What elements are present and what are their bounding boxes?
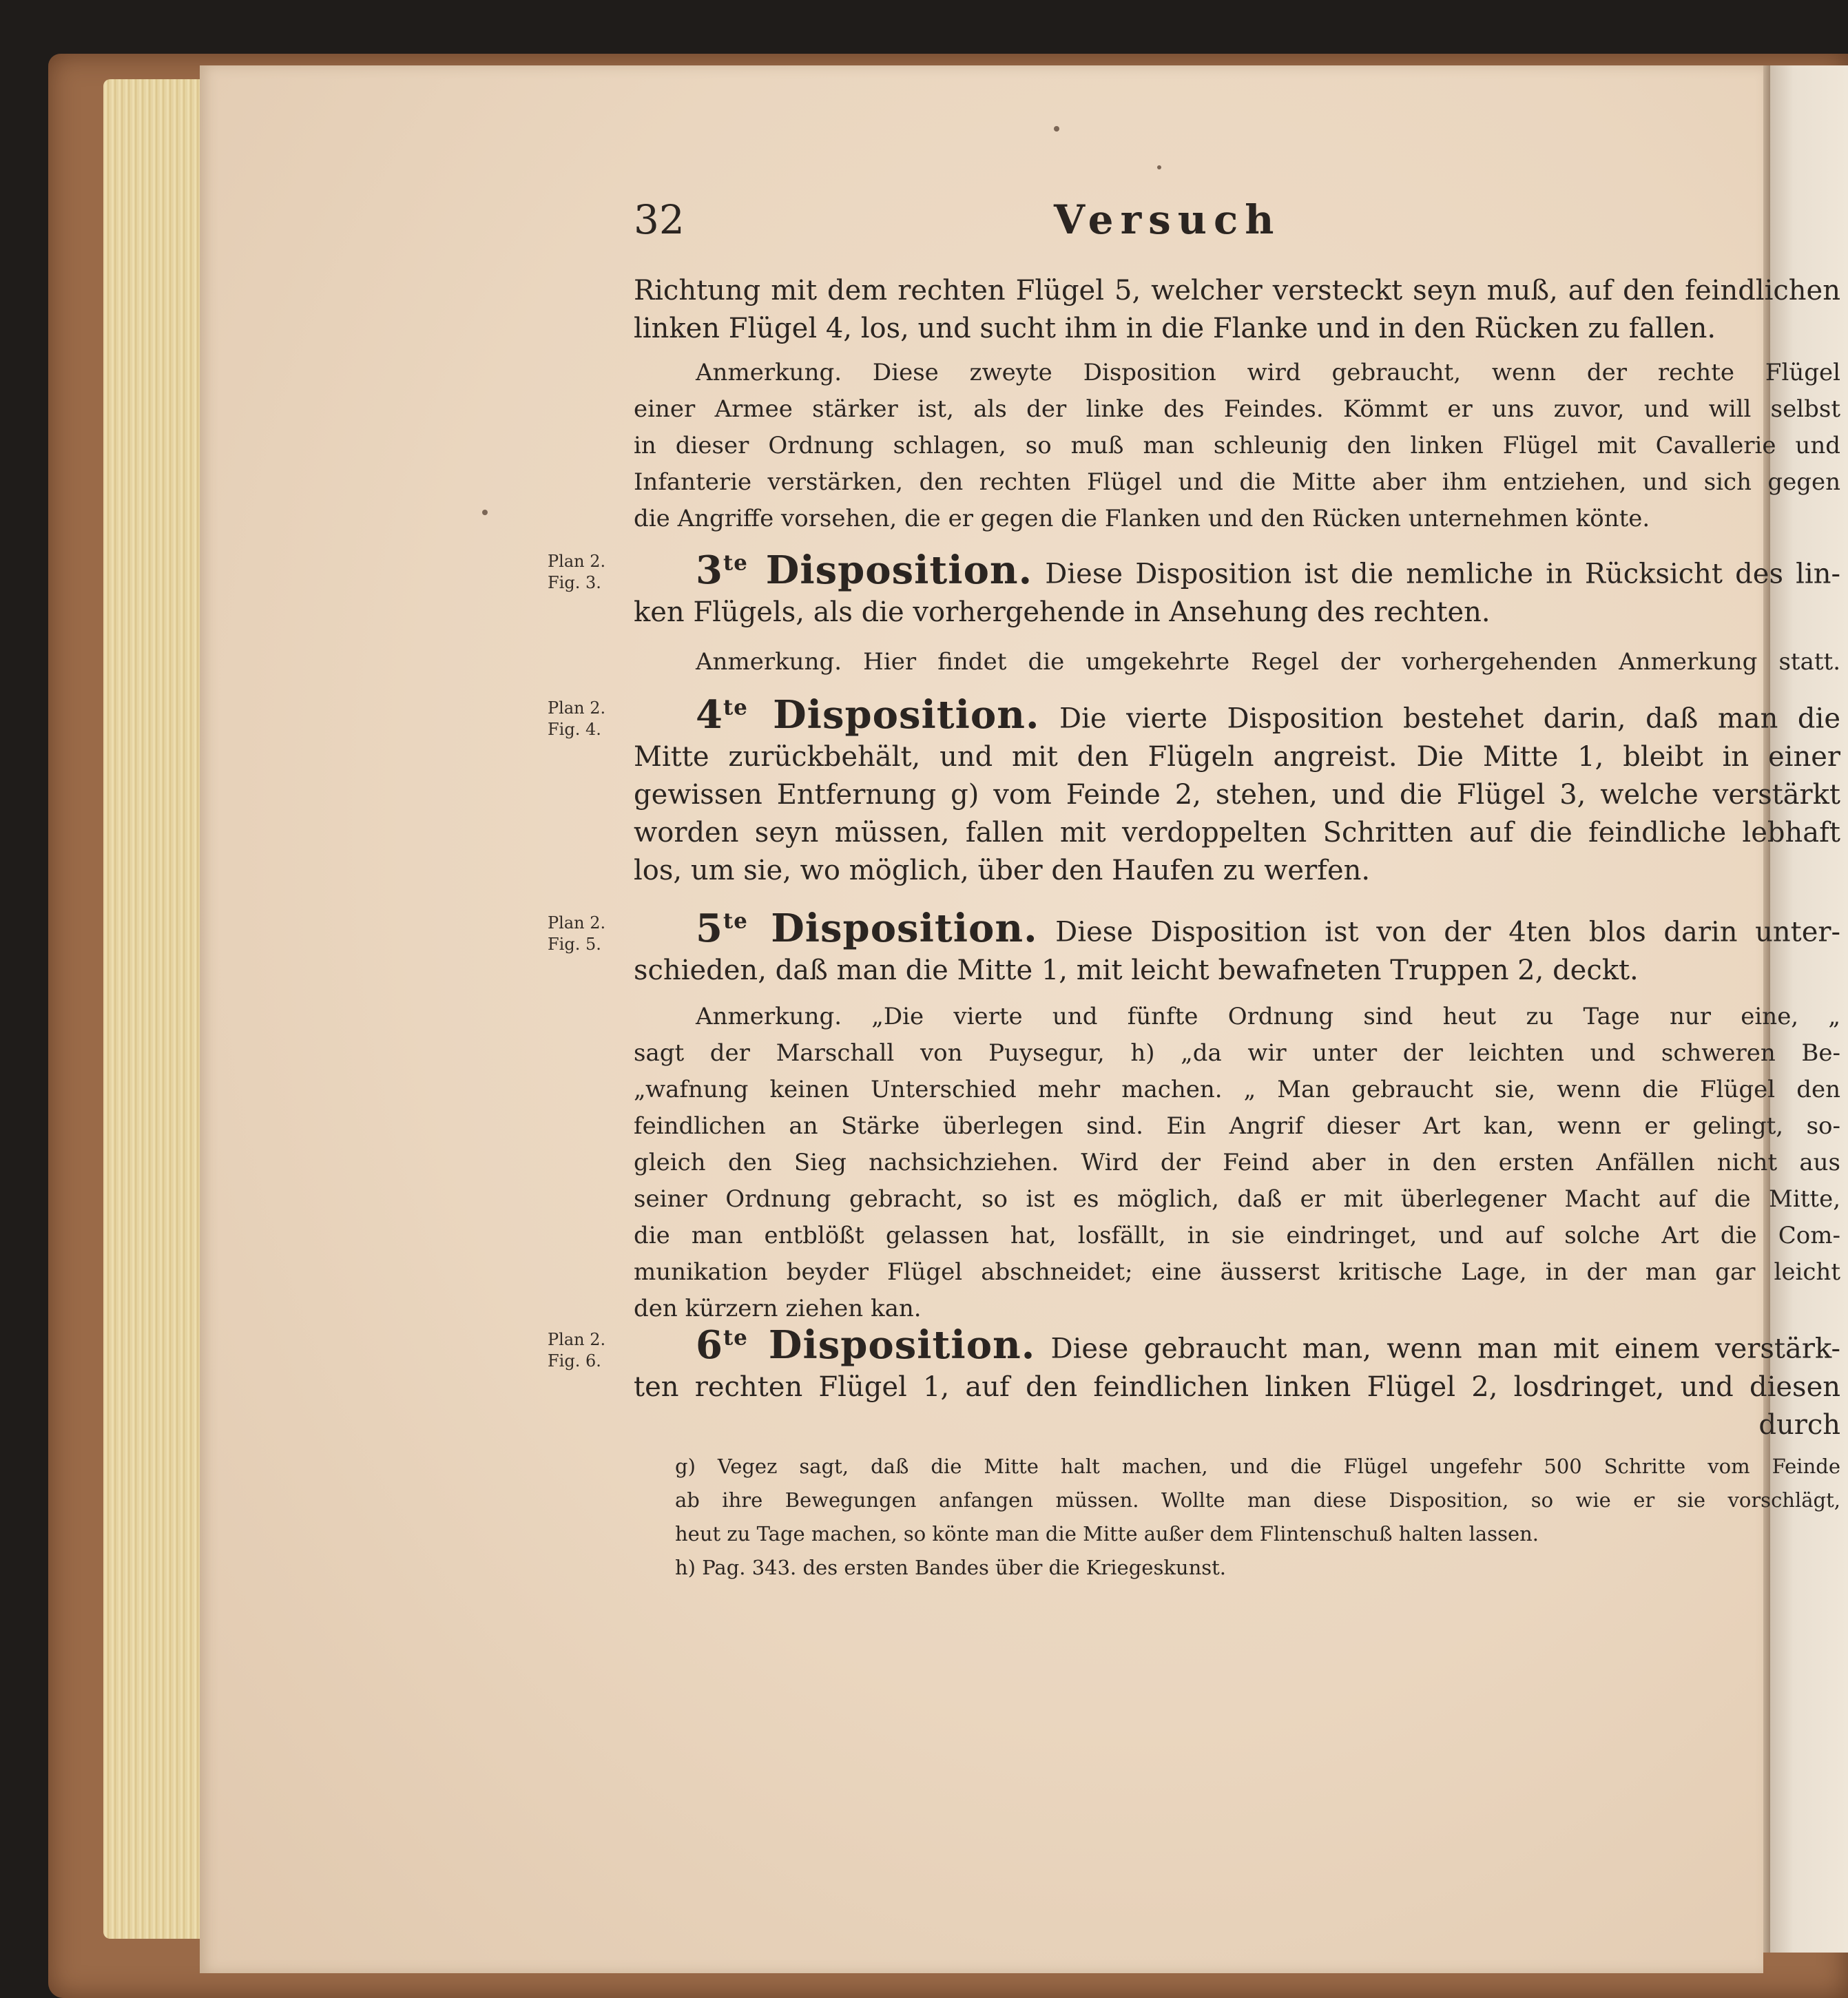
annotation-paragraph — [634, 999, 1840, 1327]
text-line: ken Flügels, als die vorhergehende in Ansehung des rechten. — [634, 596, 1491, 628]
text-line: feindlichen an Stärke überlegen sind. Ein Angrif dieser Art kan, wenn er gelingt, so- — [634, 1112, 1840, 1140]
text-line: einer Armee stärker ist, als der linke des Feindes. Kömmt er uns zuvor, und will selbst — [634, 395, 1840, 423]
text-line: seiner Ordnung gebracht, so ist es möglich, daß er mit überlegener Macht auf die Mitte, — [634, 1185, 1840, 1213]
disposition-section — [634, 902, 1840, 990]
footnote-line: g) Vegez sagt, daß die Mitte halt machen, und die Flügel ungefehr 500 Schritte vom Feinde — [675, 1455, 1840, 1478]
section-heading: $6^{te}$ Disposition. — [696, 1322, 1036, 1368]
annotation-paragraph — [634, 644, 1840, 680]
text-line: schieden, daß man die Mitte 1, mit leicht bewafneten Truppen 2, deckt. — [634, 954, 1639, 986]
text-line: worden seyn müssen, fallen mit verdoppelten Schritten auf die feindliche lebhaft — [634, 816, 1840, 849]
text-line: Anmerkung. Hier findet die umgekehrte Regel der vorhergehenden Anmerkung statt. — [696, 648, 1840, 676]
footnote-line: h) Pag. 343. des ersten Bandes über die Kriegeskunst. — [675, 1556, 1227, 1579]
margin-reference: Plan 2. Fig. 3. — [548, 552, 606, 592]
paper-speck — [1157, 165, 1161, 169]
text-line: in dieser Ordnung schlagen, so muß man schleunig den linken Flügel mit Cavallerie und — [634, 432, 1840, 459]
text-line: sagt der Marschall von Puysegur, h) „da wir unter der leichten und schweren Be- — [634, 1039, 1840, 1067]
margin-reference: Plan 2. Fig. 5. — [548, 913, 606, 954]
section-heading: $5^{te}$ Disposition. — [696, 905, 1038, 951]
section-heading: $3^{te}$ Disposition. — [696, 547, 1033, 593]
disposition-section — [634, 544, 1840, 632]
text-line: „wafnung keinen Unterschied mehr machen. „ Man gebraucht sie, wenn die Flügel den — [634, 1076, 1840, 1103]
section-first-line: $5^{te}$ Disposition. Diese Disposition ist von der 4ten blos darin unter- — [696, 905, 1840, 951]
text-line: munikation beyder Flügel abschneidet; eine äusserst kritische Lage, in der man gar leicht — [634, 1258, 1840, 1286]
paper-speck — [482, 510, 488, 515]
text-line: ten rechten Flügel 1, auf den feindlichen linken Flügel 2, losdringet, und diesen — [634, 1371, 1840, 1403]
book-page — [200, 65, 1840, 1973]
text-line: die Angriffe vorsehen, die er gegen die Flanken und den Rücken unternehmen könte. — [634, 505, 1650, 532]
page-header — [200, 196, 1763, 279]
section-first-line: $4^{te}$ Disposition. Die vierte Disposition bestehet darin, daß man die — [696, 691, 1840, 738]
footnote-line: heut zu Tage machen, so könte man die Mitte außer dem Flintenschuß halten lassen. — [675, 1522, 1539, 1546]
section-first-line: $3^{te}$ Disposition. Diese Disposition ist die nemliche in Rücksicht des lin- — [696, 547, 1840, 593]
text-line: Richtung mit dem rechten Flügel 5, welcher versteckt seyn muß, auf den feindlichen — [634, 275, 1840, 306]
running-title: Versuch — [1054, 196, 1281, 243]
text-line: Infanterie verstärken, den rechten Flügel und die Mitte aber ihm entziehen, und sich gegen — [634, 468, 1840, 496]
page-edges — [103, 79, 207, 1939]
text-line: gleich den Sieg nachsichziehen. Wird der Feind aber in den ersten Anfällen nicht aus — [634, 1149, 1840, 1176]
margin-reference: Plan 2. Fig. 4. — [548, 698, 606, 739]
catchword: durch — [1758, 1408, 1840, 1441]
text-line: Mitte zurückbehält, und mit den Flügeln angreist. Die Mitte 1, bleibt in einer — [634, 740, 1840, 773]
disposition-section — [634, 1319, 1840, 1444]
text-line: los, um sie, wo möglich, über den Haufen zu werfen. — [634, 854, 1371, 886]
body-paragraph — [634, 272, 1840, 348]
text-line: linken Flügel 4, los, und sucht ihm in die Flanke und in den Rücken zu fallen. — [634, 313, 1716, 344]
margin-reference: Plan 2. Fig. 6. — [548, 1330, 606, 1371]
text-line: die man entblößt gelassen hat, losfällt, in sie eindringet, und auf solche Art die Com- — [634, 1222, 1840, 1249]
page-number: 32 — [634, 196, 685, 243]
section-first-line: $6^{te}$ Disposition. Diese gebraucht man, wenn man mit einem verstärk- — [696, 1322, 1840, 1368]
footnote-line: ab ihre Bewegungen anfangen müssen. Wollte man diese Disposition, so wie er sie vorschlägt, — [675, 1488, 1840, 1512]
text-line: Anmerkung. Diese zweyte Disposition wird gebraucht, wenn der rechte Flügel — [696, 359, 1840, 386]
paper-speck — [1054, 126, 1059, 132]
text-line: gewissen Entfernung g) vom Feinde 2, stehen, und die Flügel 3, welche verstärkt — [634, 778, 1840, 811]
annotation-paragraph — [634, 355, 1840, 537]
text-line: Anmerkung. „Die vierte und fünfte Ordnung sind heut zu Tage nur eine, „ — [696, 1003, 1840, 1030]
disposition-section — [634, 689, 1840, 890]
text-line: den kürzern ziehen kan. — [634, 1295, 922, 1322]
footnotes — [675, 1450, 1840, 1585]
section-heading: $4^{te}$ Disposition. — [696, 691, 1040, 738]
